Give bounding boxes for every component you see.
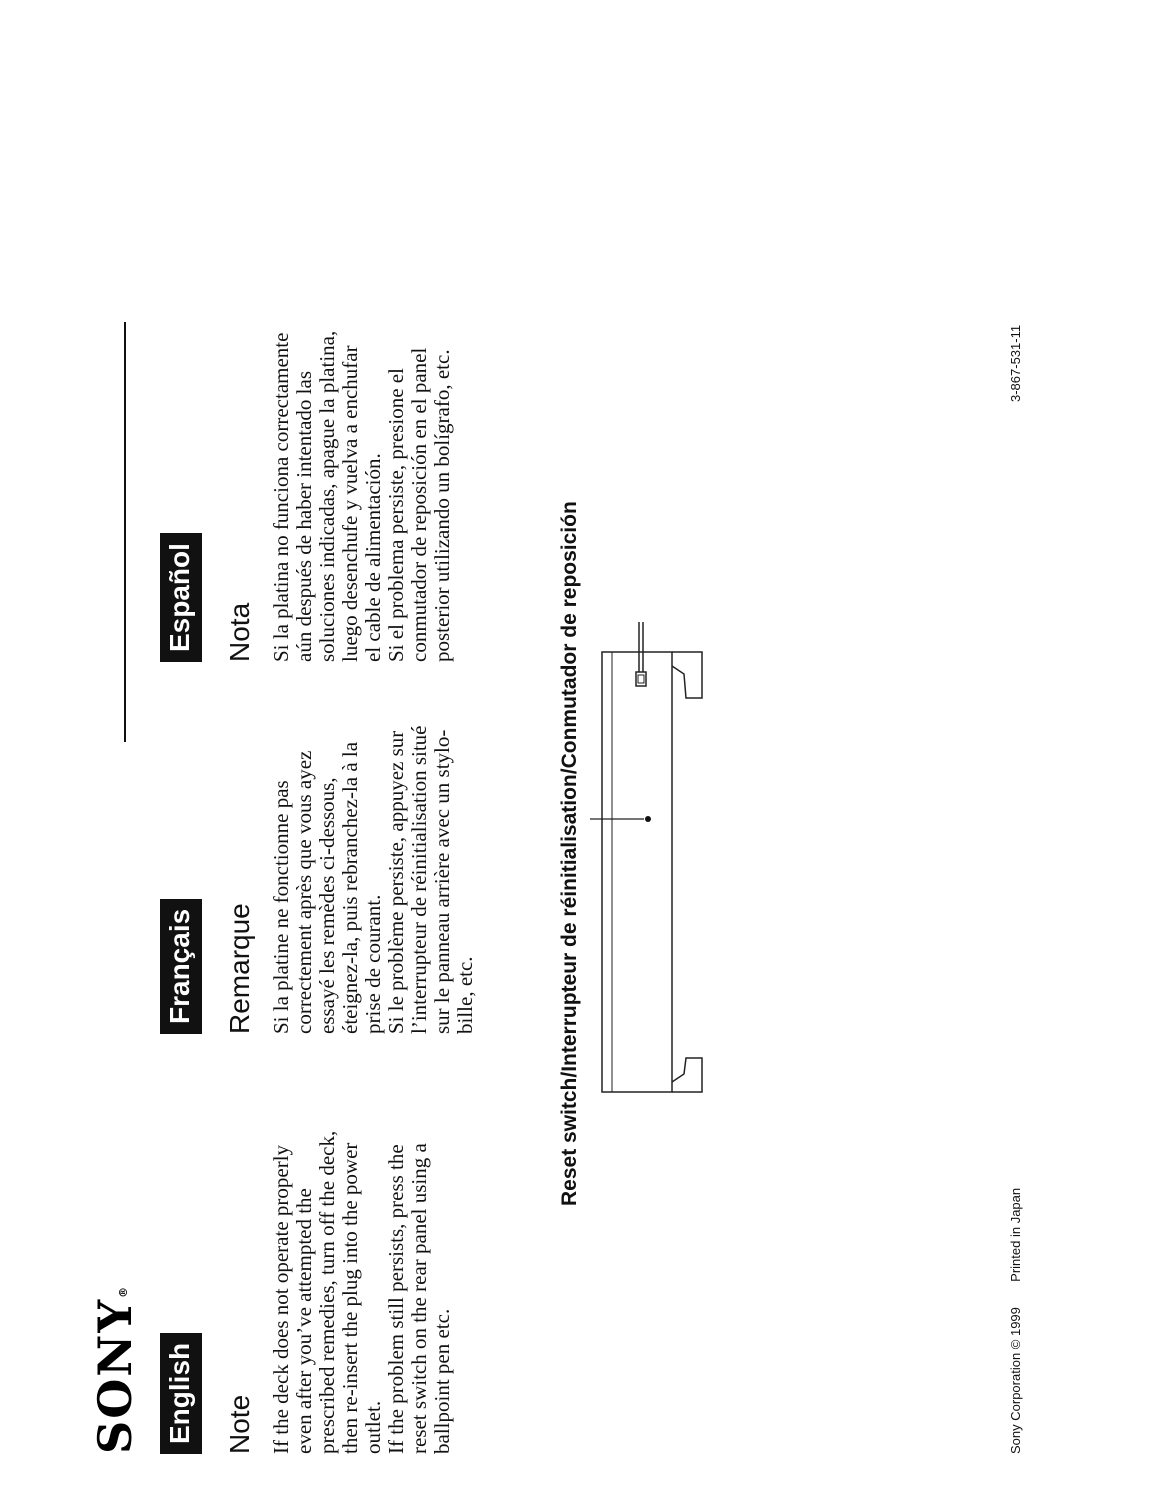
section-body-english bbox=[270, 1124, 454, 1454]
paragraph-espanol-1: Si la platina no funciona correctamente aún después de haber intentado las soluciones indicadas, apague la platina, luego desenchufe y vuelva a enchufar el cable de alimentación. bbox=[269, 330, 385, 662]
paragraph-english-2: If the problem still persists, press the reset switch on the rear panel using a ballpoint pen etc. bbox=[384, 1143, 454, 1454]
connector-jack-inner bbox=[638, 675, 644, 683]
power-cable bbox=[639, 622, 643, 672]
footer-left bbox=[1008, 1188, 1023, 1454]
reset-switch-caption: Reset switch/Interrupteur de réinitialisation/Conmutador de reposición bbox=[558, 501, 581, 1206]
section-heading-francais: Remarque bbox=[224, 903, 255, 1034]
paragraph-english-1: If the deck does not operate properly even after you’ve attempted the prescribed remedies, turn off the deck, then re-insert the plug into the power outlet. bbox=[269, 1130, 385, 1454]
registered-mark: ® bbox=[117, 1286, 130, 1298]
left-foot bbox=[672, 1058, 702, 1092]
deck-rear-panel-diagram bbox=[590, 622, 730, 1122]
section-body-francais bbox=[270, 699, 477, 1034]
paragraph-francais-1: Si la platine ne fonctionne pas correctement après que vous ayez essayé les remèdes ci-dessous, éteignez-la, puis rebranchez-la à la prise de courant. bbox=[269, 741, 385, 1034]
section-body-espanol bbox=[270, 327, 454, 662]
reset-switch-point bbox=[645, 816, 651, 822]
section-heading-english: Note bbox=[224, 1394, 255, 1454]
top-rule bbox=[124, 322, 126, 742]
language-tab-english: English bbox=[160, 1333, 202, 1454]
copyright-text: Sony Corporation © 1999 bbox=[1008, 1307, 1023, 1454]
logo-text: SONY bbox=[88, 1297, 142, 1454]
paragraph-francais-2: Si le problème persiste, appuyez sur l’interrupteur de réinitialisation situé sur le panneau arrière avec un stylo-bille, etc. bbox=[384, 725, 477, 1034]
part-number: 3-867-531-11 bbox=[1008, 324, 1023, 402]
language-tab-espanol: Español bbox=[160, 533, 202, 662]
espanol-section bbox=[160, 322, 454, 662]
right-foot bbox=[672, 652, 702, 698]
english-section bbox=[160, 1114, 454, 1454]
printed-in-text: Printed in Japan bbox=[1008, 1187, 1023, 1282]
paragraph-espanol-2: Si el problema persiste, presione el conmutador de reposición en el panel posterior utilizando un bolígrafo, etc. bbox=[384, 347, 454, 662]
sony-logo bbox=[88, 1287, 142, 1454]
section-heading-espanol: Nota bbox=[224, 602, 255, 662]
francais-section bbox=[160, 694, 477, 1034]
language-tab-francais: Français bbox=[160, 899, 202, 1034]
